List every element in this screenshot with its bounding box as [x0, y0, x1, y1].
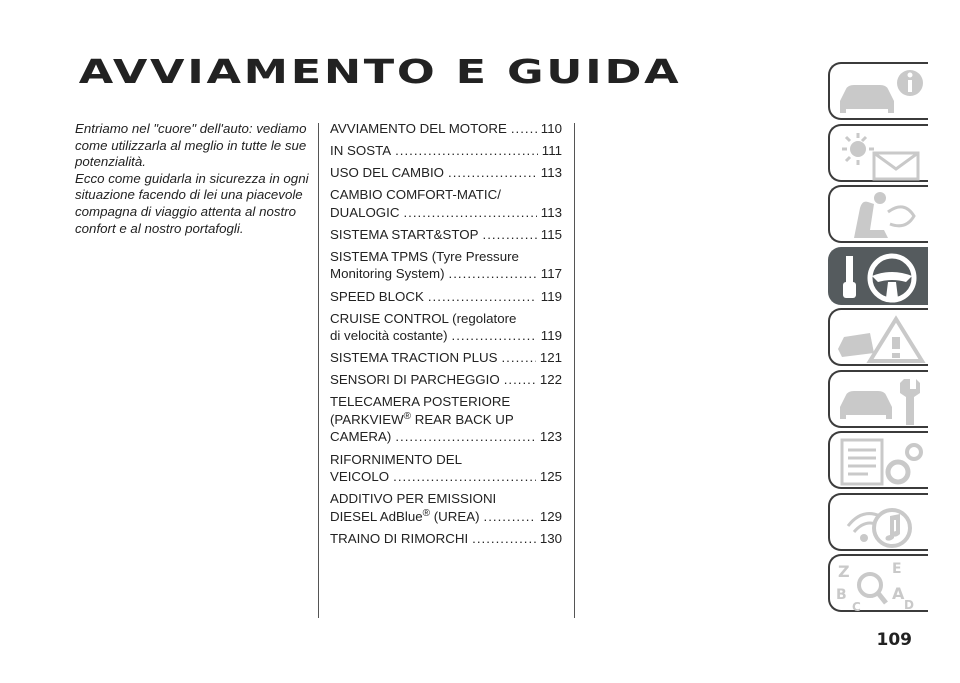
toc-page-number: 111: [541, 143, 562, 159]
car-wrench-icon: [834, 375, 926, 427]
tab-safety[interactable]: [828, 185, 928, 243]
toc-page-number: 129: [539, 508, 562, 524]
toc-leader-dots: [448, 164, 537, 182]
toc-page-number: 113: [540, 204, 562, 220]
toc-entry[interactable]: [330, 164, 562, 182]
toc-leader-dots: [484, 508, 536, 526]
toc-entry[interactable]: [330, 120, 562, 138]
toc-page-number: 122: [539, 372, 562, 388]
tab-starting-driving[interactable]: [828, 247, 928, 305]
toc-entry-label: TELECAMERA POSTERIORE (PARKVIEW® REAR BACK UP: [330, 394, 514, 427]
toc-entry[interactable]: [330, 186, 562, 221]
toc-entry[interactable]: [330, 393, 562, 446]
list-gears-icon: [834, 436, 926, 488]
toc-entry[interactable]: [330, 142, 562, 160]
toc-page-number: 117: [540, 266, 562, 282]
toc-entry[interactable]: [330, 288, 562, 306]
toc-leader-dots: [403, 204, 536, 222]
toc-page-number: 121: [539, 350, 562, 366]
svg-text:E: E: [892, 561, 902, 577]
tab-car-info[interactable]: [828, 62, 928, 120]
toc-entry-title: SENSORI DI PARCHEGGIO: [330, 372, 500, 388]
intro-paragraph: Ecco come guidarla in sicurezza in ogni situazione facendo di lei una piacevole compagna di viaggio attenta al nostro confort e al nostro portafogli.: [75, 170, 309, 236]
toc-entry-title: IN SOSTA: [330, 143, 392, 159]
tab-emergency[interactable]: [828, 308, 928, 366]
toc-entry[interactable]: [330, 226, 562, 244]
toc-leader-dots: [395, 428, 535, 446]
toc-leader-dots: [449, 265, 537, 283]
toc-leader-dots: [395, 142, 538, 160]
column-divider: [318, 123, 319, 618]
page-number: 109: [876, 630, 912, 650]
toc-entry[interactable]: [330, 310, 562, 345]
toc-leader-dots: [428, 288, 537, 306]
toc-leader-dots: [504, 371, 536, 389]
tab-lights-messages[interactable]: [828, 124, 928, 182]
tab-maintenance[interactable]: [828, 370, 928, 428]
toc-entry-title: Monitoring System): [330, 266, 445, 282]
column-divider: [574, 123, 575, 618]
music-signal-icon: [834, 498, 926, 550]
airbag-seat-icon: [834, 190, 926, 242]
toc-entry-label: CAMBIO COMFORT-MATIC/: [330, 187, 501, 203]
tab-index[interactable]: [828, 554, 928, 612]
toc-leader-dots: [452, 327, 537, 345]
toc-leader-dots: [501, 349, 535, 367]
toc-entry[interactable]: [330, 371, 562, 389]
toc-entry[interactable]: [330, 248, 562, 283]
toc-entry[interactable]: [330, 490, 562, 525]
toc-entry-label: CRUISE CONTROL (regolatore: [330, 310, 517, 326]
svg-text:Z: Z: [838, 562, 850, 581]
svg-text:B: B: [836, 587, 847, 603]
toc-entry-title: AVVIAMENTO DEL MOTORE: [330, 121, 507, 136]
svg-text:A: A: [892, 584, 905, 603]
toc-entry-title: di velocità costante): [330, 328, 448, 344]
toc-entry-title: USO DEL CAMBIO: [330, 165, 445, 181]
toc-page-number: 110: [540, 121, 562, 136]
toc-entry-title: DIESEL AdBlue® (UREA): [330, 507, 480, 524]
tab-multimedia[interactable]: [828, 493, 928, 551]
toc-entry-label: RIFORNIMENTO DEL: [330, 451, 462, 467]
toc-entry-title: DUALOGIC: [330, 204, 400, 220]
table-of-contents: [330, 120, 562, 552]
toc-entry[interactable]: [330, 349, 562, 367]
svg-text:D: D: [904, 598, 914, 611]
toc-leader-dots: [393, 468, 536, 486]
alphabet-search-icon: [834, 559, 926, 611]
toc-leader-dots: [483, 226, 537, 244]
toc-leader-dots: [472, 530, 536, 548]
page-title: AVVIAMENTO E GUIDA: [78, 52, 682, 91]
toc-page-number: 130: [539, 530, 562, 546]
toc-entry-title: SPEED BLOCK: [330, 288, 424, 304]
toc-entry-title: SISTEMA TRACTION PLUS: [330, 350, 498, 366]
toc-entry-title: TRAINO DI RIMORCHI: [330, 530, 469, 546]
toc-page-number: 125: [539, 469, 562, 485]
steering-wheel-key-icon: [834, 252, 926, 304]
car-info-icon: [834, 67, 926, 119]
lights-envelope-icon: [834, 129, 926, 181]
toc-entry-label: SISTEMA TPMS (Tyre Pressure: [330, 248, 519, 264]
toc-page-number: 113: [540, 165, 562, 181]
toc-leader-dots: [511, 120, 537, 138]
warning-crash-icon: [834, 313, 926, 365]
toc-entry[interactable]: [330, 530, 562, 548]
toc-entry-label: ADDITIVO PER EMISSIONI: [330, 491, 497, 507]
toc-page-number: 115: [540, 226, 562, 242]
intro-paragraph: Entriamo nel "cuore" dell'auto: vediamo come utilizzarla al meglio in tutte le sue potenzialità.: [75, 121, 307, 170]
toc-page-number: 119: [540, 288, 562, 304]
toc-entry-title: VEICOLO: [330, 469, 390, 485]
intro-text: [75, 121, 310, 237]
tab-technical-data[interactable]: [828, 431, 928, 489]
toc-page-number: 123: [539, 429, 562, 445]
toc-entry-title: SISTEMA START&STOP: [330, 226, 479, 242]
svg-text:C: C: [852, 600, 861, 611]
toc-page-number: 119: [540, 328, 562, 344]
toc-entry[interactable]: [330, 451, 562, 486]
toc-entry-title: CAMERA): [330, 429, 392, 445]
